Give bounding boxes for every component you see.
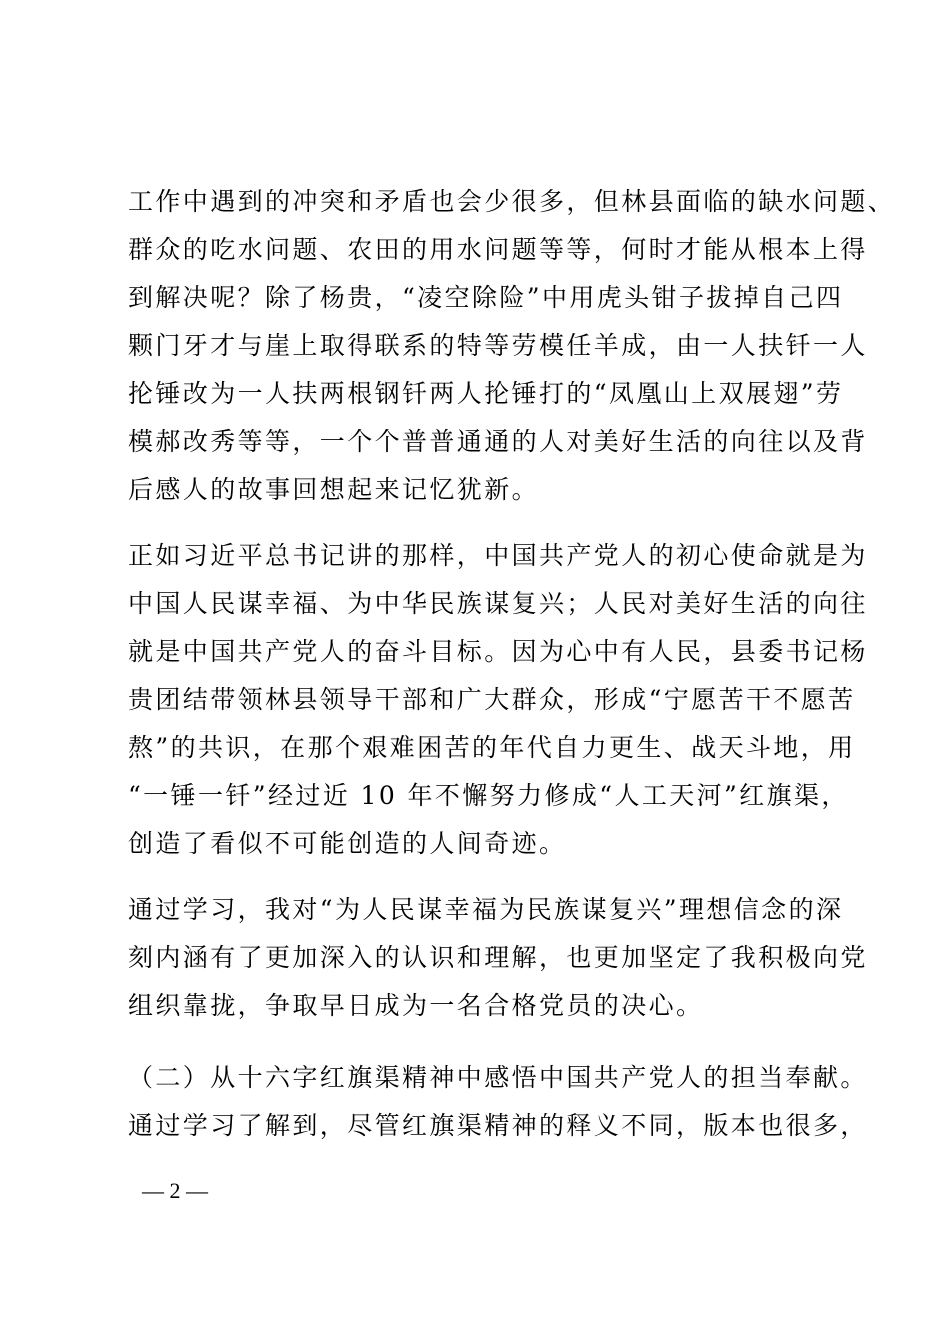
text-line: 贵团结带领林县领导干部和广大群众，形成“宁愿苦干不愿苦 <box>128 685 856 714</box>
text-line: 创造了看似不可能创造的人间奇迹。 <box>128 829 567 858</box>
text-line: 工作中遇到的冲突和矛盾也会少很多，但林县面临的缺水问题、 <box>128 187 896 216</box>
text-line: 组织靠拢，争取早日成为一名合格党员的决心。 <box>128 991 704 1020</box>
text-line: 抡锤改为一人扶两根钢钎两人抡锤打的“凤凰山上双展翅”劳 <box>128 379 844 408</box>
paragraph-1 <box>128 178 896 514</box>
text-line: 到解决呢？除了杨贵，“凌空除险”中用虎头钳子拔掉自己四 <box>128 283 844 312</box>
text-line: 颗门牙才与崖上取得联系的特等劳模任羊成，由一人扶钎一人 <box>128 331 868 360</box>
text-line: 刻内涵有了更加深入的认识和理解，也更加坚定了我积极向党 <box>128 943 868 972</box>
text-line: 中国人民谋幸福、为中华民族谋复兴；人民对美好生活的向往 <box>128 589 868 618</box>
text-line: 正如习近平总书记讲的那样，中国共产党人的初心使命就是为 <box>128 541 868 570</box>
paragraph-3 <box>128 886 868 1030</box>
text-line: 模郝改秀等等，一个个普普通通的人对美好生活的向往以及背 <box>128 427 868 456</box>
text-line: 通过学习了解到，尽管红旗渠精神的释义不同，版本也很多， <box>128 1111 868 1140</box>
page-number: — 2 — <box>142 1178 208 1203</box>
text-line: 通过学习，我对“为人民谋幸福为民族谋复兴”理想信念的深 <box>128 895 844 924</box>
text-line: 群众的吃水问题、农田的用水问题等等，何时才能从根本上得 <box>128 235 868 264</box>
text-line: 后感人的故事回想起来记忆犹新。 <box>128 475 540 504</box>
text-line: 就是中国共产党人的奋斗目标。因为心中有人民，县委书记杨 <box>128 637 868 666</box>
section-heading-line: （二）从十六字红旗渠精神中感悟中国共产党人的担当奉献。 <box>128 1063 868 1092</box>
text-line: “一锤一钎”经过近 10 年不懈努力修成“人工天河”红旗渠， <box>128 781 849 810</box>
paragraph-2 <box>128 532 868 868</box>
text-line: 熬”的共识，在那个艰难困苦的年代自力更生、战天斗地，用 <box>128 733 856 762</box>
paragraph-4-section-heading <box>128 1054 868 1150</box>
